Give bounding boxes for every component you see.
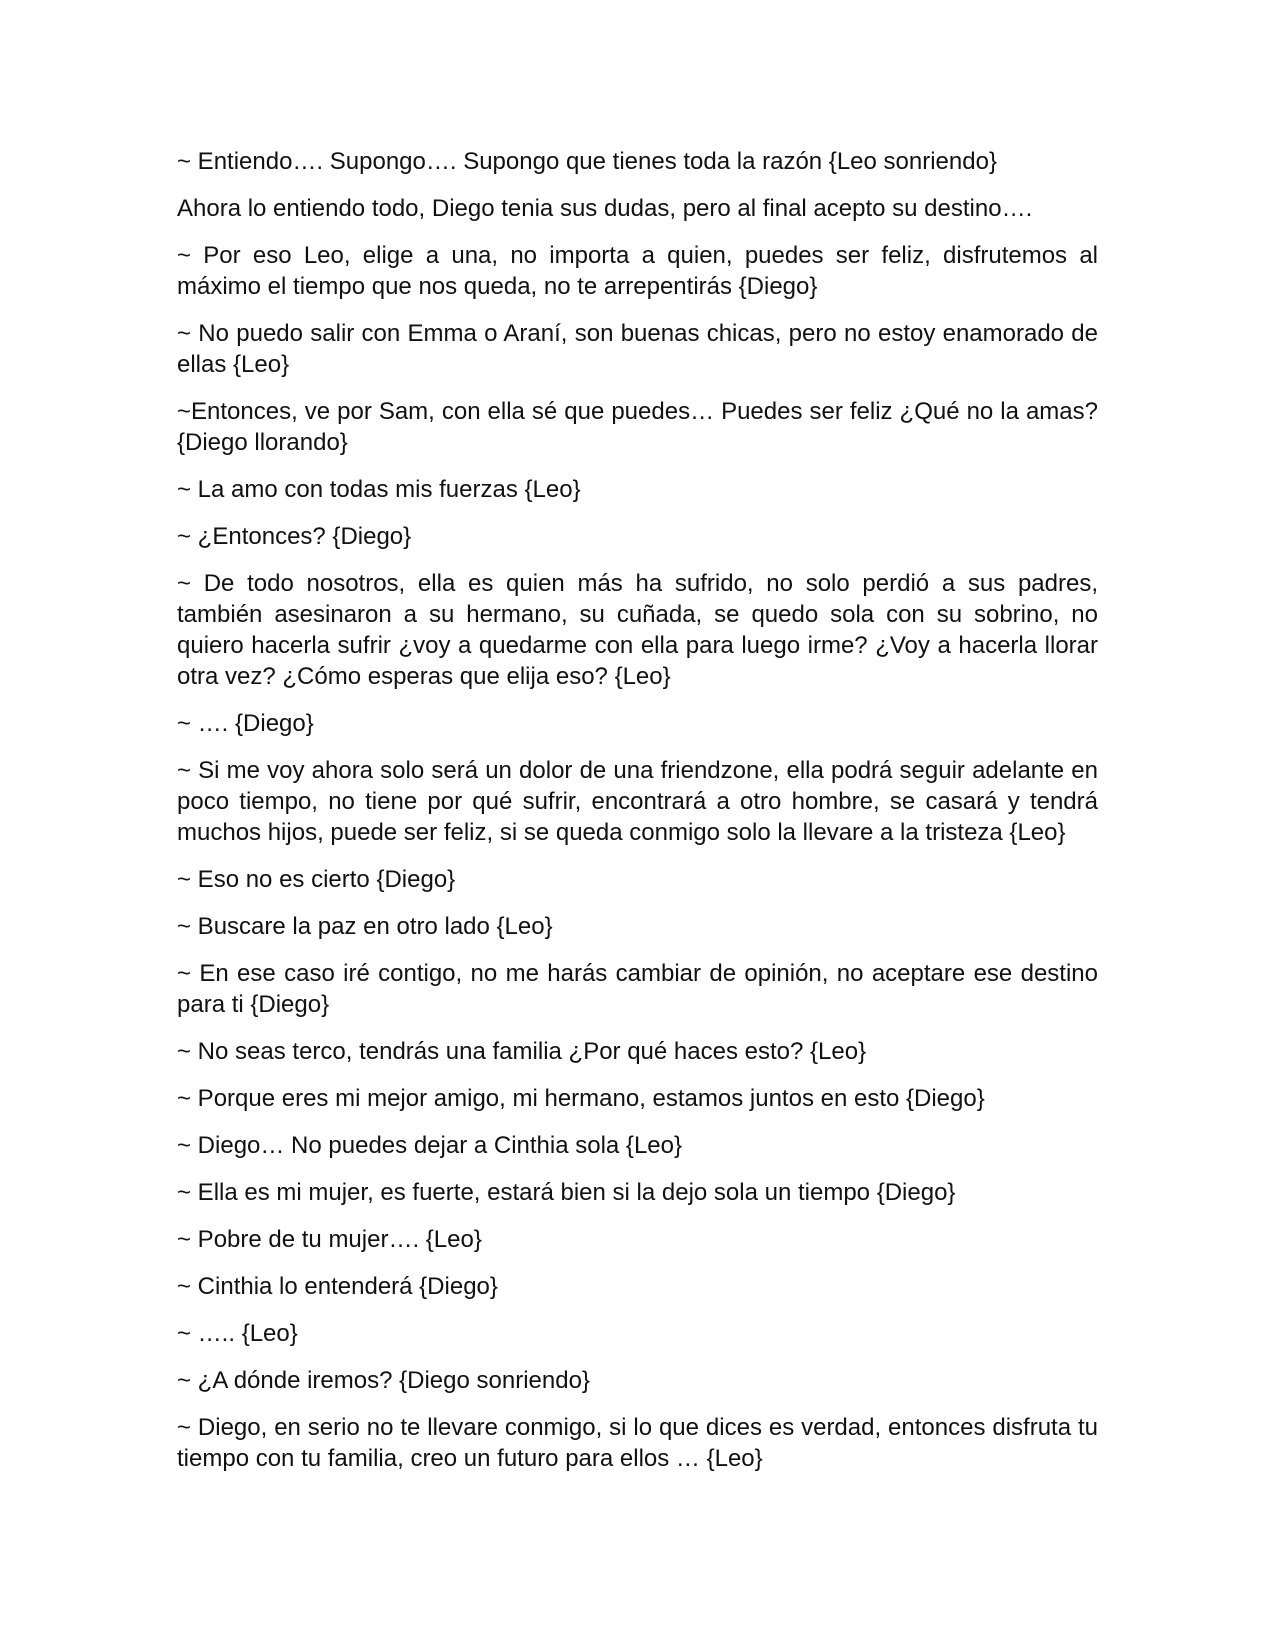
paragraph: ~ La amo con todas mis fuerzas {Leo} [177, 476, 581, 503]
paragraph: ~ Eso no es cierto {Diego} [177, 866, 456, 893]
paragraph: ~ Buscare la paz en otro lado {Leo} [177, 913, 553, 940]
paragraph: ~ Cinthia lo entenderá {Diego} [177, 1273, 498, 1300]
paragraph: ~ No seas terco, tendrás una familia ¿Por qué haces esto? {Leo} [177, 1038, 867, 1065]
paragraph: ~ ¿A dónde iremos? {Diego sonriendo} [177, 1367, 590, 1394]
paragraph: ~ Porque eres mi mejor amigo, mi hermano, estamos juntos en esto {Diego} [177, 1085, 985, 1112]
document-body [177, 146, 1098, 1490]
paragraph: ~ De todo nosotros, ella es quien más ha sufrido, no solo perdió a sus padres, también asesinaron a su hermano, su cuñada, se quedo sola con su sobrino, no quiero hacerla sufrir ¿voy a quedarme con ella para luego irme? ¿Voy a hacerla llorar otra vez? ¿Cómo esperas que elija eso? {Leo} [177, 570, 1098, 690]
paragraph: ~ Si me voy ahora solo será un dolor de una friendzone, ella podrá seguir adelante en poco tiempo, no tiene por qué sufrir, encontrará a otro hombre, se casará y tendrá muchos hijos, puede ser feliz, si se queda conmigo solo la llevare a la tristeza {Leo} [177, 757, 1098, 846]
paragraph: ~ Diego, en serio no te llevare conmigo, si lo que dices es verdad, entonces disfruta tu tiempo con tu familia, creo un futuro para ellos … {Leo} [177, 1414, 1098, 1472]
paragraph: ~ Por eso Leo, elige a una, no importa a quien, puedes ser feliz, disfrutemos al máximo el tiempo que nos queda, no te arrepentirás {Diego} [177, 242, 1098, 300]
paragraph: ~ Entiendo…. Supongo…. Supongo que tienes toda la razón {Leo sonriendo} [177, 148, 997, 175]
paragraph: ~ En ese caso iré contigo, no me harás cambiar de opinión, no aceptare ese destino para ti {Diego} [177, 960, 1098, 1018]
paragraph: ~ Ella es mi mujer, es fuerte, estará bien si la dejo sola un tiempo {Diego} [177, 1179, 956, 1206]
paragraph: ~ Diego… No puedes dejar a Cinthia sola {Leo} [177, 1132, 683, 1159]
paragraph: ~ ¿Entonces? {Diego} [177, 523, 412, 550]
paragraph: ~ No puedo salir con Emma o Araní, son buenas chicas, pero no estoy enamorado de ellas {Leo} [177, 320, 1098, 378]
paragraph: ~ Pobre de tu mujer…. {Leo} [177, 1226, 482, 1253]
paragraph: ~ …. {Diego} [177, 710, 314, 737]
paragraph: ~Entonces, ve por Sam, con ella sé que puedes… Puedes ser feliz ¿Qué no la amas? {Diego llorando} [177, 398, 1098, 456]
paragraph: Ahora lo entiendo todo, Diego tenia sus dudas, pero al final acepto su destino…. [177, 195, 1033, 222]
paragraph: ~ ….. {Leo} [177, 1320, 298, 1347]
